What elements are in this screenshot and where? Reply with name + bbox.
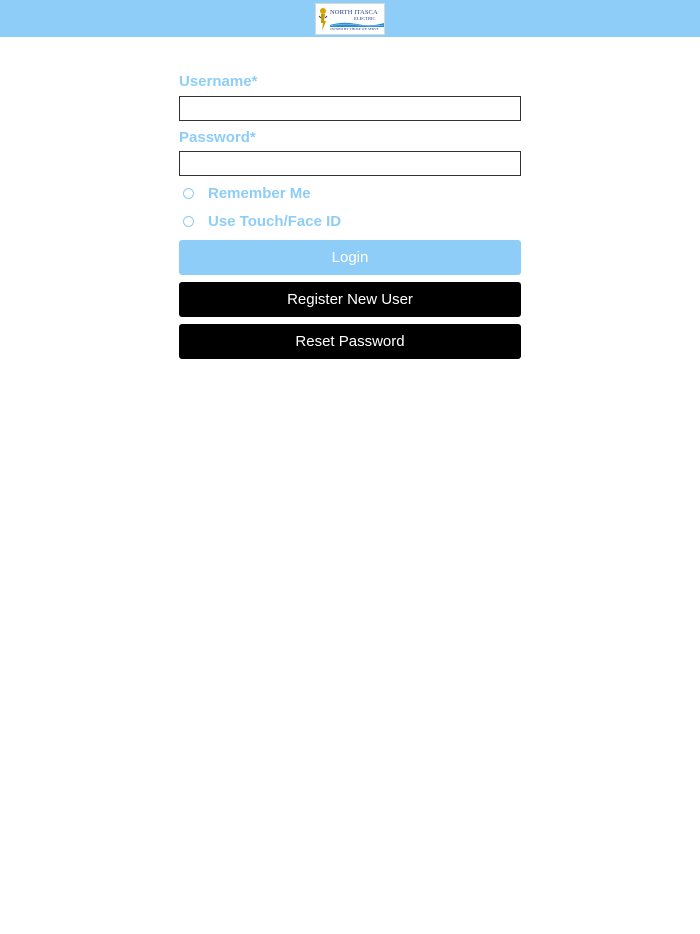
touch-face-id-radio[interactable] (183, 216, 194, 227)
touch-face-id-option[interactable] (182, 211, 341, 231)
logo-tagline: OWNED BY THOSE WE SERVE (330, 27, 379, 31)
register-new-user-button[interactable]: Register New User (179, 282, 521, 317)
login-button[interactable]: Login (179, 240, 521, 275)
touch-face-id-label: Use Touch/Face ID (208, 212, 342, 230)
reset-password-button[interactable]: Reset Password (179, 324, 521, 359)
remember-me-label: Remember Me (208, 184, 311, 202)
username-label: Username* (179, 73, 258, 90)
username-input[interactable] (179, 96, 521, 121)
password-label: Password* (179, 129, 256, 146)
password-input[interactable] (179, 151, 521, 176)
remember-me-option[interactable] (182, 183, 311, 203)
app-header (0, 0, 700, 37)
lightning-mascot-icon (317, 6, 329, 32)
logo-subtitle: ELECTRIC (354, 16, 376, 21)
remember-me-radio[interactable] (183, 188, 194, 199)
logo-title: NORTH ITASCA (330, 9, 378, 16)
north-itasca-electric-logo (315, 3, 385, 35)
